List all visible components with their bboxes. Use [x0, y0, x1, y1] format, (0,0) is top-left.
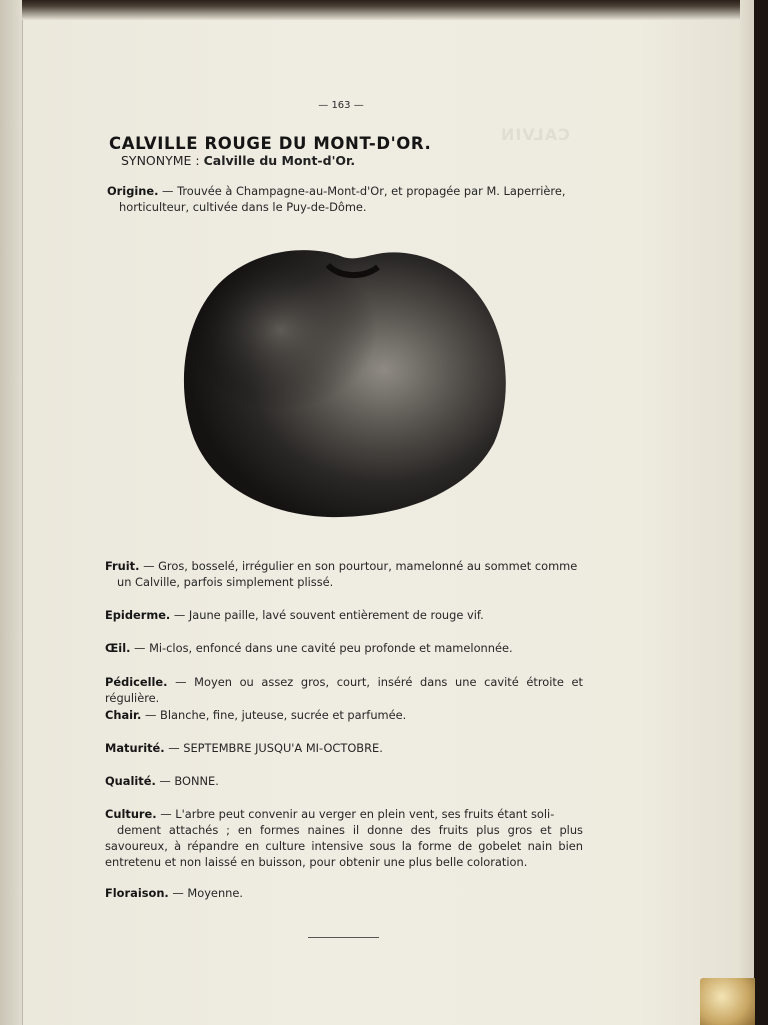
entry-qualite: Qualité. — BONNE.: [105, 774, 219, 788]
origin-line2: horticulteur, cultivée dans le Puy-de-Dôme.: [119, 200, 367, 214]
page-edge: [740, 0, 754, 1025]
origin-line1: — Trouvée à Champagne-au-Mont-d'Or, et propagée par M. Laperrière,: [158, 184, 566, 198]
entry-culture: Culture. — L'arbre peut convenir au verger en plein vent, ses fruits étant soli- dement attachés ; en formes naines il donne des fruits plus gros et plus savoureux, à répandre en culture intensive sous la forme de gobelet nain bien entretenu et non laissé en buisson, pour obtenir une plus belle coloration.: [105, 807, 583, 869]
entry-epiderme: Epiderme. — Jaune paille, lavé souvent entièrement de rouge vif.: [105, 608, 484, 622]
origin-label: Origine.: [107, 184, 159, 198]
entry-fruit: Fruit. — Gros, bosselé, irrégulier en son pourtour, mamelonné au sommet comme un Calville, parfois simplement plissé.: [105, 559, 578, 589]
thumbnail-image: [700, 978, 755, 1025]
page-number: — 163 —: [318, 100, 364, 111]
synonym-value: Calville du Mont-d'Or.: [203, 153, 356, 168]
synonym-label: SYNONYME :: [121, 153, 200, 168]
entry-oeil: Œil. — Mi-clos, enfoncé dans une cavité peu profonde et mamelonnée.: [105, 641, 513, 655]
entry-maturite: Maturité. — SEPTEMBRE JUSQU'A MI-OCTOBRE.: [105, 741, 383, 755]
synonym-line: [121, 153, 355, 168]
entry-chair: Chair. — Blanche, fine, juteuse, sucrée et parfumée.: [105, 708, 407, 722]
origin-paragraph: [107, 183, 579, 215]
page-title: CALVILLE ROUGE DU MONT-D'OR.: [109, 134, 432, 153]
top-shadow: [22, 0, 752, 20]
bleed-through-heading: CALVIN: [500, 125, 570, 144]
end-rule: [308, 937, 379, 938]
entry-pedicelle: Pédicelle. — Moyen ou assez gros, court, inséré dans une cavité étroite et régulière.: [105, 675, 583, 705]
apple-photo-icon: [178, 243, 508, 521]
entry-floraison: Floraison. — Moyenne.: [105, 886, 244, 900]
facing-page-edge: [0, 0, 23, 1025]
